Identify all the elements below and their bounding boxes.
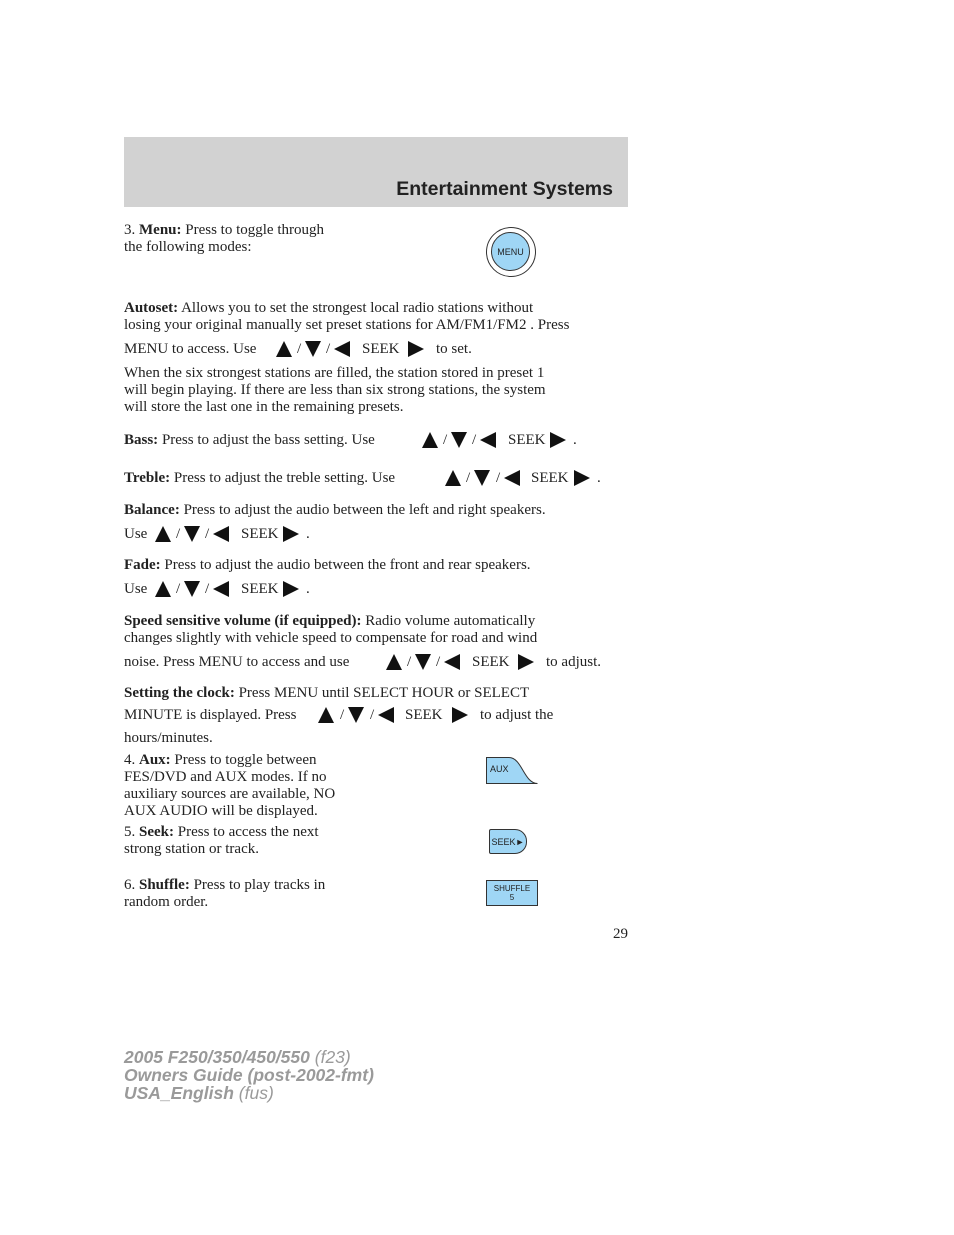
- term-menu: Menu:: [139, 222, 182, 238]
- up-arrow-icon: [155, 526, 171, 542]
- autoset-line2: losing your original manually set preset stations for AM/FM1/FM2 . Press: [124, 317, 570, 333]
- section-title: Entertainment Systems: [396, 178, 613, 200]
- left-arrow-icon: [504, 470, 520, 486]
- seek-description: [124, 824, 374, 858]
- autoset-line3-end: to set.: [436, 341, 472, 357]
- term-balance: Balance:: [124, 502, 180, 518]
- shuffle-button-number: 5: [509, 893, 515, 902]
- slash: /: [205, 526, 210, 542]
- autoset-line3-start: MENU to access. Use: [124, 341, 257, 357]
- down-arrow-icon: [184, 581, 200, 597]
- document-footer: [124, 1048, 374, 1102]
- slash: /: [176, 581, 181, 597]
- speed-line2: changes slightly with vehicle speed to compensate for road and wind: [124, 630, 538, 646]
- clock-line2-end: to adjust the: [480, 707, 554, 723]
- right-arrow-icon: [452, 707, 468, 723]
- treble-line: [124, 470, 395, 487]
- bass-text: Press to adjust the bass setting. Use: [161, 432, 375, 448]
- aux-button-illustration: [486, 757, 538, 784]
- seek-line2: strong station or track.: [124, 841, 259, 857]
- aux-button-label: AUX: [490, 764, 509, 774]
- seek-text: SEEK: [362, 341, 400, 357]
- period: .: [306, 581, 310, 597]
- bass-line: [124, 432, 375, 449]
- slash: /: [205, 581, 210, 597]
- seek-button-illustration: SEEK►: [489, 829, 527, 854]
- slash: /: [466, 470, 471, 486]
- balance-text: Press to adjust the audio between the left and right speakers.: [183, 502, 546, 518]
- section-header-bar: [124, 137, 628, 207]
- footer-lang-code: (fus): [238, 1083, 274, 1103]
- term-autoset: Autoset:: [124, 300, 179, 316]
- left-arrow-icon: [334, 341, 350, 357]
- balance-line1: [124, 502, 546, 519]
- slash: /: [436, 654, 441, 670]
- fade-line1: [124, 557, 531, 574]
- footer-language: USA_English: [124, 1083, 234, 1103]
- seek-text: SEEK: [241, 526, 279, 542]
- clock-line2-start: MINUTE is displayed. Press: [124, 707, 297, 723]
- seek-text: SEEK: [241, 581, 279, 597]
- clock-line1: [124, 685, 529, 702]
- term-clock: Setting the clock:: [124, 685, 235, 701]
- slash: /: [496, 470, 501, 486]
- speed-volume-paragraph: [124, 613, 628, 647]
- seek-line1: Press to access the next: [177, 824, 319, 840]
- slash: /: [370, 707, 375, 723]
- footer-line3: [124, 1084, 374, 1102]
- item-number: 3.: [124, 222, 136, 238]
- slash: /: [326, 341, 331, 357]
- left-arrow-icon: [444, 654, 460, 670]
- up-arrow-icon: [318, 707, 334, 723]
- term-shuffle: Shuffle:: [139, 877, 190, 893]
- menu-line1: Press to toggle through: [185, 222, 324, 238]
- aux-line3: auxiliary sources are available, NO: [124, 786, 336, 802]
- term-speed-volume: Speed sensitive volume (if equipped):: [124, 613, 362, 629]
- up-arrow-icon: [155, 581, 171, 597]
- right-arrow-icon: [550, 432, 566, 448]
- shuffle-description: [124, 877, 374, 911]
- shuffle-button-illustration: [486, 880, 538, 906]
- aux-line2: FES/DVD and AUX modes. If no: [124, 769, 327, 785]
- left-arrow-icon: [213, 581, 229, 597]
- seek-text: SEEK: [405, 707, 443, 723]
- footer-line1: [124, 1048, 374, 1066]
- right-arrow-icon: [574, 470, 590, 486]
- up-arrow-icon: [386, 654, 402, 670]
- menu-line2: the following modes:: [124, 239, 252, 255]
- slash: /: [176, 526, 181, 542]
- clock-text: Press MENU until SELECT HOUR or SELECT: [238, 685, 530, 701]
- up-arrow-icon: [276, 341, 292, 357]
- footer-line2: [124, 1066, 374, 1084]
- item-number: 4.: [124, 752, 136, 768]
- item-number: 5.: [124, 824, 136, 840]
- slash: /: [407, 654, 412, 670]
- right-arrow-icon: [283, 526, 299, 542]
- footer-model: 2005 F250/350/450/550: [124, 1047, 310, 1067]
- period: .: [306, 526, 310, 542]
- autoset-paragraph: [124, 300, 628, 334]
- shuffle-line1: Press to play tracks in: [193, 877, 326, 893]
- autoset-paragraph-2: [124, 365, 628, 416]
- down-arrow-icon: [348, 707, 364, 723]
- down-arrow-icon: [451, 432, 467, 448]
- seek-text: SEEK: [531, 470, 569, 486]
- autoset-line1: Allows you to set the strongest local radio stations without: [181, 300, 534, 316]
- down-arrow-icon: [474, 470, 490, 486]
- left-arrow-icon: [480, 432, 496, 448]
- menu-description: [124, 222, 374, 256]
- seek-text: SEEK: [508, 432, 546, 448]
- slash: /: [443, 432, 448, 448]
- period: .: [597, 470, 601, 486]
- item-number: 6.: [124, 877, 136, 893]
- speed-line3-end: to adjust.: [546, 654, 601, 670]
- aux-line4: AUX AUDIO will be displayed.: [124, 803, 318, 819]
- left-arrow-icon: [213, 526, 229, 542]
- autoset-p2-line3: will store the last one in the remaining presets.: [124, 399, 404, 415]
- right-arrow-icon: [283, 581, 299, 597]
- right-arrow-icon: [408, 341, 424, 357]
- shuffle-button-label: SHUFFLE: [493, 884, 531, 893]
- up-arrow-icon: [422, 432, 438, 448]
- clock-line3: hours/minutes.: [124, 730, 213, 746]
- aux-line1: Press to toggle between: [174, 752, 317, 768]
- term-seek: Seek:: [139, 824, 174, 840]
- down-arrow-icon: [305, 341, 321, 357]
- use-text: Use: [124, 526, 148, 542]
- menu-button-illustration: [486, 227, 536, 277]
- treble-text: Press to adjust the treble setting. Use: [173, 470, 396, 486]
- autoset-p2-line2: will begin playing. If there are less than six strong stations, the system: [124, 382, 546, 398]
- term-fade: Fade:: [124, 557, 161, 573]
- term-aux: Aux:: [139, 752, 171, 768]
- right-arrow-icon: [518, 654, 534, 670]
- up-arrow-icon: [445, 470, 461, 486]
- aux-description: [124, 752, 374, 820]
- footer-code: (f23): [314, 1047, 351, 1067]
- seek-text: SEEK: [472, 654, 510, 670]
- slash: /: [297, 341, 302, 357]
- term-bass: Bass:: [124, 432, 159, 448]
- speed-line1: Radio volume automatically: [365, 613, 536, 629]
- down-arrow-icon: [415, 654, 431, 670]
- down-arrow-icon: [184, 526, 200, 542]
- slash: /: [472, 432, 477, 448]
- shuffle-line2: random order.: [124, 894, 209, 910]
- speed-line3-start: noise. Press MENU to access and use: [124, 654, 350, 670]
- menu-button-label: MENU: [491, 232, 530, 271]
- slash: /: [340, 707, 345, 723]
- left-arrow-icon: [378, 707, 394, 723]
- page-number: 29: [613, 926, 628, 942]
- period: .: [573, 432, 577, 448]
- term-treble: Treble:: [124, 470, 171, 486]
- autoset-p2-line1: When the six strongest stations are filled, the station stored in preset 1: [124, 365, 545, 381]
- footer-guide: Owners Guide (post-2002-fmt): [124, 1065, 374, 1085]
- fade-text: Press to adjust the audio between the front and rear speakers.: [164, 557, 531, 573]
- use-text: Use: [124, 581, 148, 597]
